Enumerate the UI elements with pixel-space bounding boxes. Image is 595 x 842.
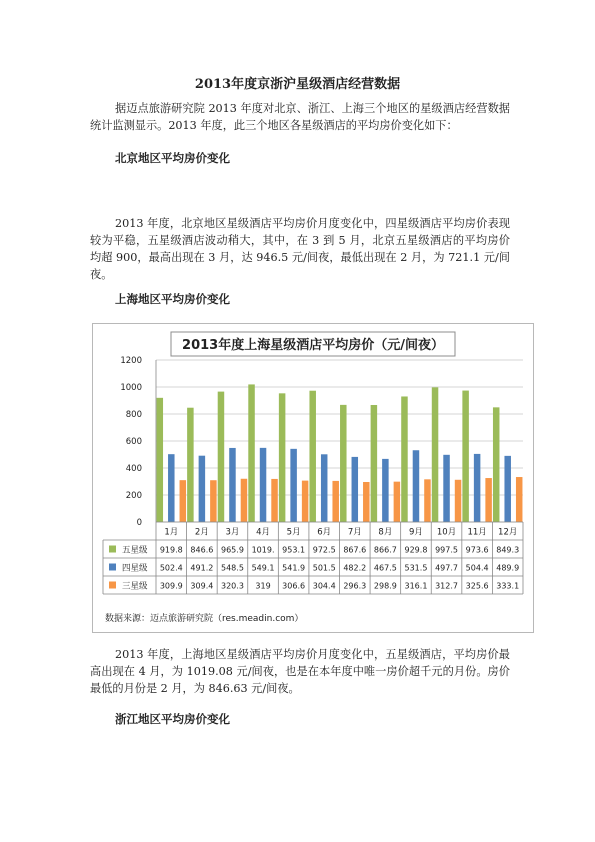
bar-five-star: [157, 398, 164, 522]
x-category-label: 10月: [436, 527, 457, 538]
data-label: 849.3: [496, 545, 520, 555]
data-label: 319: [255, 581, 271, 591]
shanghai-price-chart: [92, 323, 534, 633]
data-label: 866.7: [373, 545, 397, 555]
legend-label: 五星级: [122, 545, 148, 556]
data-label: 309.9: [159, 581, 183, 591]
data-label: 497.7: [435, 563, 458, 573]
bar-five-star: [371, 405, 378, 522]
bar-five-star: [218, 392, 225, 522]
data-label: 965.9: [221, 545, 244, 555]
bar-four-star: [443, 455, 450, 522]
data-label: 953.1: [282, 545, 306, 555]
bar-three-star: [271, 479, 278, 522]
bar-three-star: [363, 482, 370, 522]
bar-three-star: [302, 481, 309, 522]
data-label: 548.5: [221, 563, 244, 573]
data-label: 312.7: [435, 581, 458, 591]
data-label: 502.4: [159, 563, 183, 573]
bar-four-star: [290, 449, 297, 522]
data-label: 973.6: [465, 545, 489, 555]
data-label: 467.5: [373, 563, 397, 573]
bar-four-star: [474, 454, 481, 522]
data-label: 320.3: [221, 581, 244, 591]
chart-title: 2013年度上海星级酒店平均房价（元/间夜）: [182, 338, 444, 353]
y-tick-label: 1000: [120, 383, 142, 393]
bar-three-star: [241, 479, 248, 522]
x-category-label: 9月: [408, 527, 423, 538]
bar-four-star: [321, 454, 328, 522]
data-label: 972.5: [312, 545, 336, 555]
x-category-label: 2月: [194, 527, 209, 538]
section-heading-beijing: 北京地区平均房价变化: [115, 151, 230, 165]
data-label: 501.5: [312, 563, 336, 573]
data-label: 919.8: [159, 545, 183, 555]
bar-four-star: [382, 459, 389, 522]
data-label: 316.1: [404, 581, 428, 591]
bar-five-star: [279, 393, 286, 522]
legend-label: 三星级: [122, 581, 148, 592]
section-heading-shanghai: 上海地区平均房价变化: [115, 292, 230, 306]
data-label: 309.4: [190, 581, 214, 591]
data-label: 504.4: [465, 563, 489, 573]
data-label: 325.6: [465, 581, 489, 591]
data-label: 482.2: [343, 563, 367, 573]
bar-three-star: [424, 479, 431, 522]
bar-three-star: [455, 480, 462, 522]
document-title: 2013年度京浙沪星级酒店经营数据: [194, 77, 401, 92]
legend-swatch: [109, 546, 116, 553]
data-label: 298.9: [373, 581, 397, 591]
x-category-label: 4月: [256, 527, 271, 538]
data-label: 549.1: [251, 563, 275, 573]
data-label: 929.8: [404, 545, 428, 555]
beijing-paragraph: 2013 年度，北京地区星级酒店平均房价月度变化中，四星级酒店平均房价表现较为平稳，五星级酒店波动稍大，其中，在 3 到 5 月，北京五星级酒店的平均房价均超 900，最高出现在 3 月，达 946.5 元/间夜，最低出现在 2 月，为 721.1 元/间夜。: [90, 217, 510, 281]
x-category-label: 7月: [347, 527, 362, 538]
bar-five-star: [432, 387, 439, 522]
legend-swatch: [109, 582, 116, 589]
shanghai-paragraph: 2013 年度，上海地区星级酒店平均房价月度变化中，五星级酒店，平均房价最高出现在 4 月，为 1019.08 元/间夜，也是在本年度中唯一房价超千元的月份。房价最低的月份是 2 月，为 846.63 元/间夜。: [90, 648, 510, 695]
bar-five-star: [248, 384, 255, 522]
data-label: 304.4: [312, 581, 336, 591]
data-label: 541.9: [282, 563, 306, 573]
section-heading-zhejiang: 浙江地区平均房价变化: [115, 712, 230, 726]
bar-four-star: [352, 457, 359, 522]
data-label: 491.2: [190, 563, 214, 573]
y-tick-label: 1200: [120, 356, 142, 366]
x-category-label: 8月: [378, 527, 393, 538]
bar-five-star: [340, 405, 347, 522]
data-label: 846.6: [190, 545, 214, 555]
bar-five-star: [187, 408, 194, 522]
y-tick-label: 200: [125, 491, 142, 501]
bar-three-star: [180, 480, 187, 522]
bar-three-star: [394, 482, 401, 522]
data-label: 296.3: [343, 581, 367, 591]
bar-three-star: [485, 478, 492, 522]
bar-five-star: [462, 391, 469, 522]
x-category-label: 3月: [225, 527, 240, 538]
bar-three-star: [516, 477, 523, 522]
data-label: 489.9: [496, 563, 520, 573]
bar-four-star: [229, 448, 236, 522]
bar-four-star: [199, 456, 206, 522]
data-label: 867.6: [343, 545, 367, 555]
x-category-label: 11月: [467, 527, 487, 538]
data-label: 306.6: [282, 581, 306, 591]
bar-three-star: [332, 481, 339, 522]
x-category-label: 5月: [286, 527, 301, 538]
x-category-label: 1月: [164, 527, 179, 538]
bar-five-star: [493, 407, 500, 522]
y-tick-label: 600: [125, 437, 142, 447]
legend-swatch: [109, 564, 116, 571]
bar-five-star: [401, 396, 408, 522]
data-label: 1019.: [251, 545, 275, 555]
bar-four-star: [413, 450, 420, 522]
chart-svg: [93, 324, 533, 632]
bar-three-star: [210, 480, 217, 522]
bar-four-star: [260, 448, 267, 522]
y-tick-label: 800: [125, 410, 142, 420]
data-label: 531.5: [404, 563, 428, 573]
y-tick-label: 0: [136, 518, 142, 528]
y-tick-label: 400: [125, 464, 142, 474]
bar-five-star: [309, 391, 316, 522]
bar-four-star: [168, 454, 175, 522]
x-category-label: 12月: [498, 527, 518, 538]
data-label: 333.1: [496, 581, 520, 591]
legend-label: 四星级: [122, 563, 148, 574]
bar-four-star: [504, 456, 511, 522]
chart-source-note: 数据来源：迈点旅游研究院（res.meadin.com）: [105, 614, 304, 624]
intro-paragraph: 据迈点旅游研究院 2013 年度对北京、浙江、上海三个地区的星级酒店经营数据统计监测显示。2013 年度，此三个地区各星级酒店的平均房价变化如下：: [90, 102, 510, 132]
data-label: 997.5: [435, 545, 458, 555]
x-category-label: 6月: [317, 527, 332, 538]
